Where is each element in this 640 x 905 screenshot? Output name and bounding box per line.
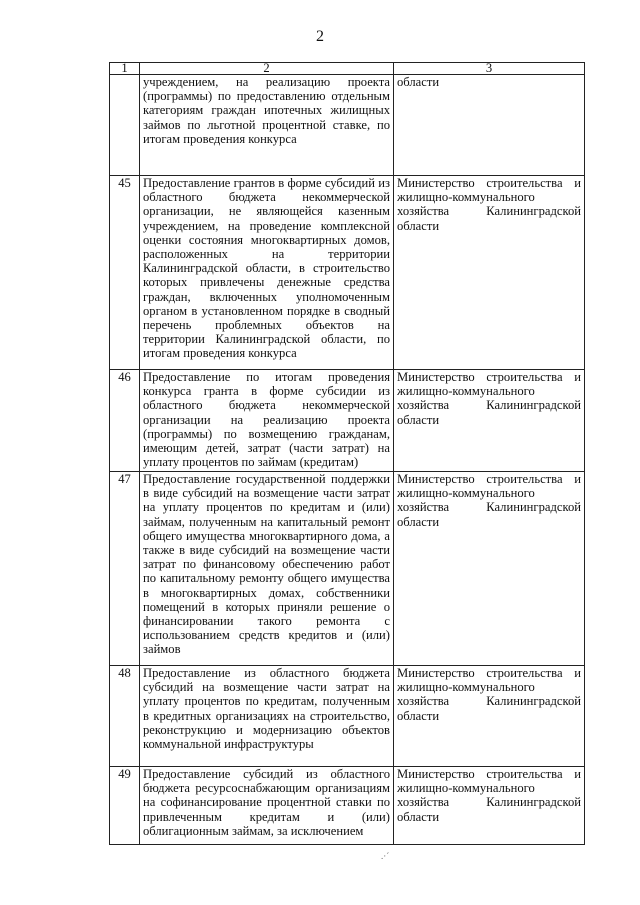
header-col-2: 2: [140, 63, 394, 75]
scan-artifact: .·´: [381, 851, 390, 861]
row-description: Предоставление государственной поддержки в виде субсидий на возмещение части затрат на уплату процентов по кредитам и (или) займам, полученным на капитальный ремонт общего имущества многоквартирного дома, а также в виде субсидий на возмещение части затрат по финансовому обеспечению работ по капитальному ремонту общего имущества в многоквартирных домах, собственники помещений в которых приняли решение о финансировании такого ремонта с использованием средств кредитов и (или) займов: [140, 472, 394, 666]
row-number: [110, 75, 140, 176]
table-row: [110, 75, 585, 176]
row-number: 49: [110, 767, 140, 845]
row-description: учреждением, на реализацию проекта (программы) по предоставлению отдельным категориям граждан ипотечных жилищных займов по льготной процентной ставке, по итогам проведения конкурса: [140, 75, 394, 176]
table-row: [110, 472, 585, 666]
table-row: [110, 767, 585, 845]
row-number: 48: [110, 666, 140, 767]
table-body: [110, 63, 585, 845]
row-organization: области: [394, 75, 585, 176]
row-organization: Министерство строительства и жилищно-коммунального хозяйства Калининградской области: [394, 370, 585, 472]
row-description: Предоставление из областного бюджета субсидий на возмещение части затрат на уплату процентов по кредитам, полученным в кредитных организациях на строительство, реконструкцию и модернизацию объектов коммунальной инфраструктуры: [140, 666, 394, 767]
row-organization: Министерство строительства и жилищно-коммунального хозяйства Калининградской области: [394, 666, 585, 767]
document-table: [109, 62, 585, 845]
table-row: [110, 370, 585, 472]
row-description: Предоставление субсидий из областного бюджета ресурсоснабжающим организациям на софинансирование процентной ставки по привлеченным кредитам и (или) облигационным займам, за исключением: [140, 767, 394, 845]
row-number: 45: [110, 176, 140, 370]
table-row: [110, 176, 585, 370]
row-organization: Министерство строительства и жилищно-коммунального хозяйства Калининградской области: [394, 176, 585, 370]
header-col-3: 3: [394, 63, 585, 75]
table-row: [110, 666, 585, 767]
page-number: 2: [316, 28, 324, 45]
row-description: Предоставление грантов в форме субсидий из областного бюджета некоммерческой организации, не являющейся казенным учреждением, на проведение комплексной оценки состояния многоквартирных домов, расположенных на территории Калининградской области, в строительство которых привлечены денежные средства граждан, включенных уполномоченным органом в установленном порядке в сводный перечень проблемных объектов на территории Калининградской области, по итогам проведения конкурса: [140, 176, 394, 370]
row-organization: Министерство строительства и жилищно-коммунального хозяйства Калининградской области: [394, 472, 585, 666]
header-col-1: 1: [110, 63, 140, 75]
row-number: 46: [110, 370, 140, 472]
row-description: Предоставление по итогам проведения конкурса гранта в форме субсидии из областного бюджета некоммерческой организации на реализацию проекта (программы) по возмещению гражданам, имеющим детей, затрат (части затрат) на уплату процентов по займам (кредитам): [140, 370, 394, 472]
row-organization: Министерство строительства и жилищно-коммунального хозяйства Калининградской области: [394, 767, 585, 845]
row-number: 47: [110, 472, 140, 666]
table-header-row: [110, 63, 585, 75]
